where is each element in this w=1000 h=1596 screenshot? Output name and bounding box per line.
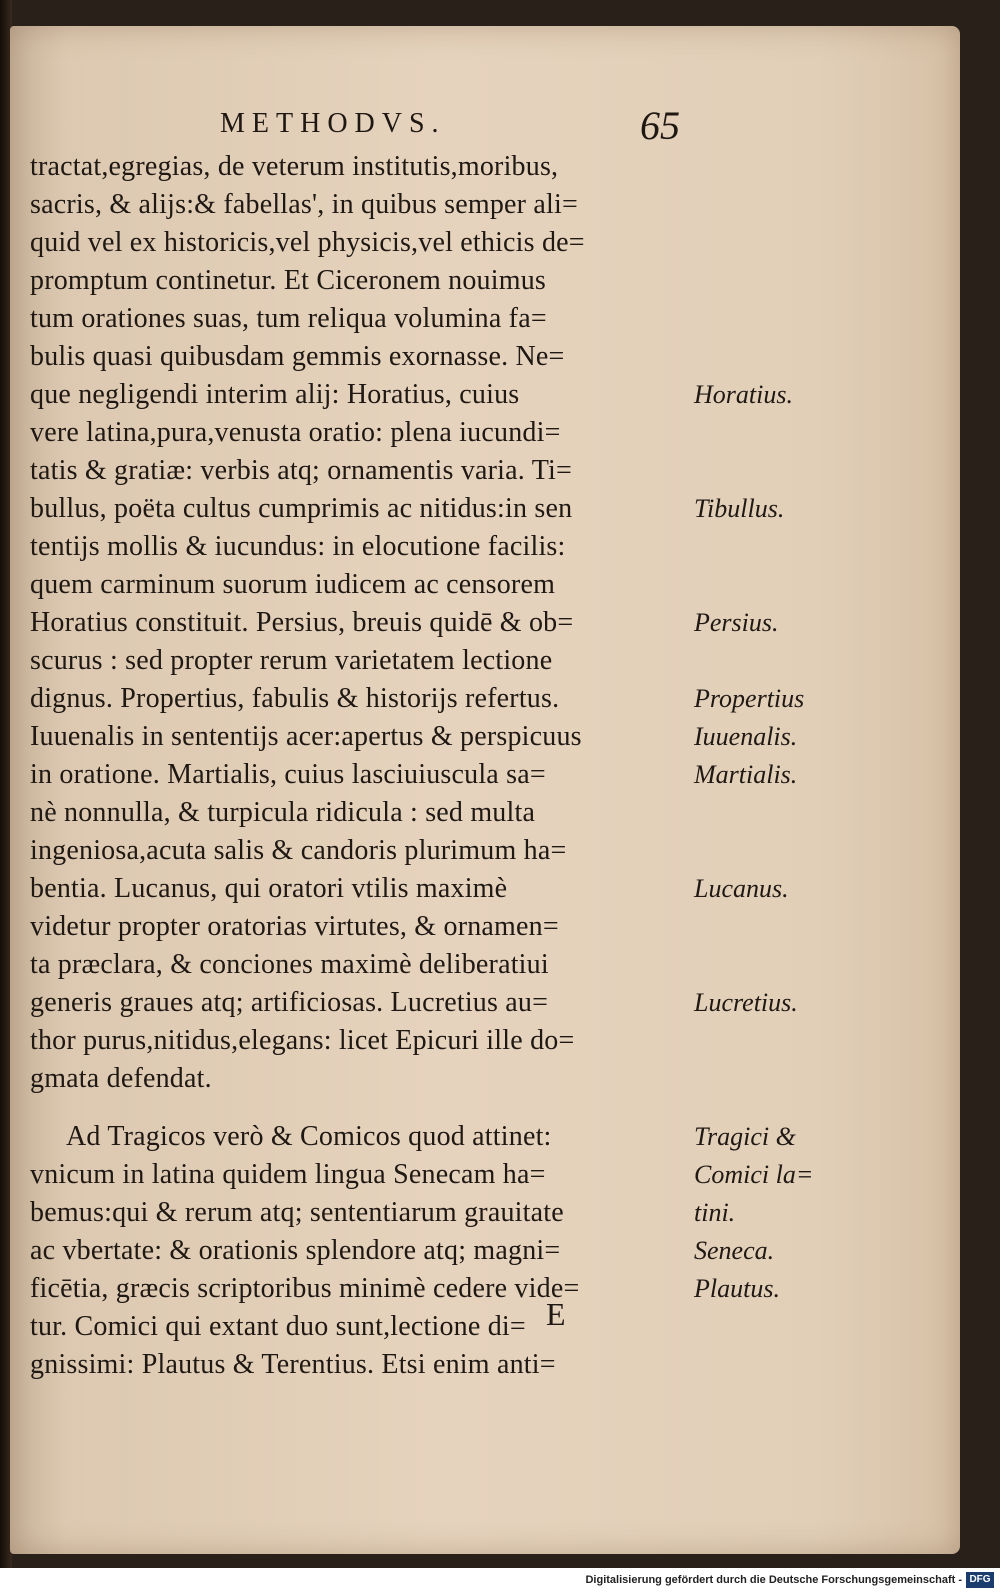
- text-line: tur. Comici qui extant duo sunt,lectione di=: [30, 1311, 526, 1342]
- marginal-note: Plautus.: [694, 1274, 780, 1303]
- text-line: tentijs mollis & iucundus: in elocutione facilis:: [30, 531, 566, 562]
- body-text: [30, 148, 710, 1384]
- marginal-note: Tibullus.: [694, 494, 785, 523]
- text-line: ta præclara, & conciones maximè deliberatiui: [30, 949, 549, 980]
- marginal-note: Propertius: [694, 684, 805, 713]
- marginal-note: Persius.: [694, 608, 779, 637]
- text-line: Ad Tragicos verò & Comicos quod attinet:: [66, 1121, 552, 1152]
- marginal-note: Martialis.: [694, 760, 798, 789]
- text-line: scurus : sed propter rerum varietatem lectione: [30, 645, 553, 676]
- text-line: promptum continetur. Et Ciceronem nouimus: [30, 265, 547, 296]
- text-line: videtur propter oratorias virtutes, & ornamen=: [30, 911, 559, 942]
- text-line: in oratione. Martialis, cuius lasciuiuscula sa=: [30, 759, 546, 790]
- text-line: bullus, poëta cultus cumprimis ac nitidus:in sen: [30, 493, 573, 524]
- marginal-note: Horatius.: [694, 380, 793, 409]
- text-line: ingeniosa,acuta salis & candoris plurimum ha=: [30, 835, 567, 866]
- running-head: METHODVS.: [220, 108, 446, 139]
- marginal-note: tini.: [694, 1198, 736, 1227]
- text-line: que negligendi interim alij: Horatius, cuius: [30, 379, 520, 410]
- footer: [0, 1568, 1000, 1596]
- text-line: bentia. Lucanus, qui oratori vtilis maximè: [30, 873, 508, 904]
- page-number: 65: [640, 103, 680, 148]
- text-line: Iuuenalis in sententijs acer:apertus & perspicuus: [30, 721, 582, 752]
- page-header: [220, 103, 690, 148]
- text-line: quid vel ex historicis,vel physicis,vel ethicis de=: [30, 227, 585, 258]
- text-line: sacris, & alijs:& fabellas', in quibus semper ali=: [30, 189, 578, 220]
- text-line: Horatius constituit. Persius, breuis quidē & ob=: [30, 607, 574, 638]
- text-line: tum orationes suas, tum reliqua volumina fa=: [30, 303, 547, 334]
- signature-mark: E: [546, 1296, 566, 1332]
- marginal-note: Lucanus.: [694, 874, 789, 903]
- text-line: dignus. Propertius, fabulis & historijs refertus.: [30, 683, 560, 714]
- marginal-note: Tragici &: [694, 1122, 796, 1151]
- text-line: gnissimi: Plautus & Terentius. Etsi enim anti=: [30, 1349, 556, 1380]
- text-line: quem carminum suorum iudicem ac censorem: [30, 569, 556, 600]
- marginal-note: Iuuenalis.: [694, 722, 798, 751]
- marginal-note: Lucretius.: [694, 988, 798, 1017]
- text-line: generis graues atq; artificiosas. Lucretius au=: [30, 987, 549, 1018]
- text-line: tractat,egregias, de veterum institutis,moribus,: [30, 151, 559, 182]
- text-line: gmata defendat.: [30, 1063, 212, 1094]
- text-line: tatis & gratiæ: verbis atq; ornamentis varia. Ti=: [30, 455, 572, 486]
- text-line: nè nonnulla, & turpicula ridicula : sed multa: [30, 797, 536, 828]
- dfg-logo: DFG: [966, 1572, 994, 1588]
- text-line: vnicum in latina quidem lingua Senecam ha=: [30, 1159, 546, 1190]
- marginal-note: Comici la=: [694, 1160, 814, 1189]
- footer-credit: Digitalisierung gefördert durch die Deutsche Forschungsgemeinschaft -: [585, 1574, 962, 1586]
- text-line: thor purus,nitidus,elegans: licet Epicuri ille do=: [30, 1025, 575, 1056]
- text-line: ac vbertate: & orationis splendore atq; magni=: [30, 1235, 561, 1266]
- text-line: bemus:qui & rerum atq; sententiarum grauitate: [30, 1197, 564, 1228]
- text-line: bulis quasi quibusdam gemmis exornasse. Ne=: [30, 341, 565, 372]
- text-line: ficētia, græcis scriptoribus minimè cedere vide=: [30, 1273, 580, 1304]
- text-line: vere latina,pura,venusta oratio: plena iucundi=: [30, 417, 561, 448]
- marginal-note: Seneca.: [694, 1236, 775, 1265]
